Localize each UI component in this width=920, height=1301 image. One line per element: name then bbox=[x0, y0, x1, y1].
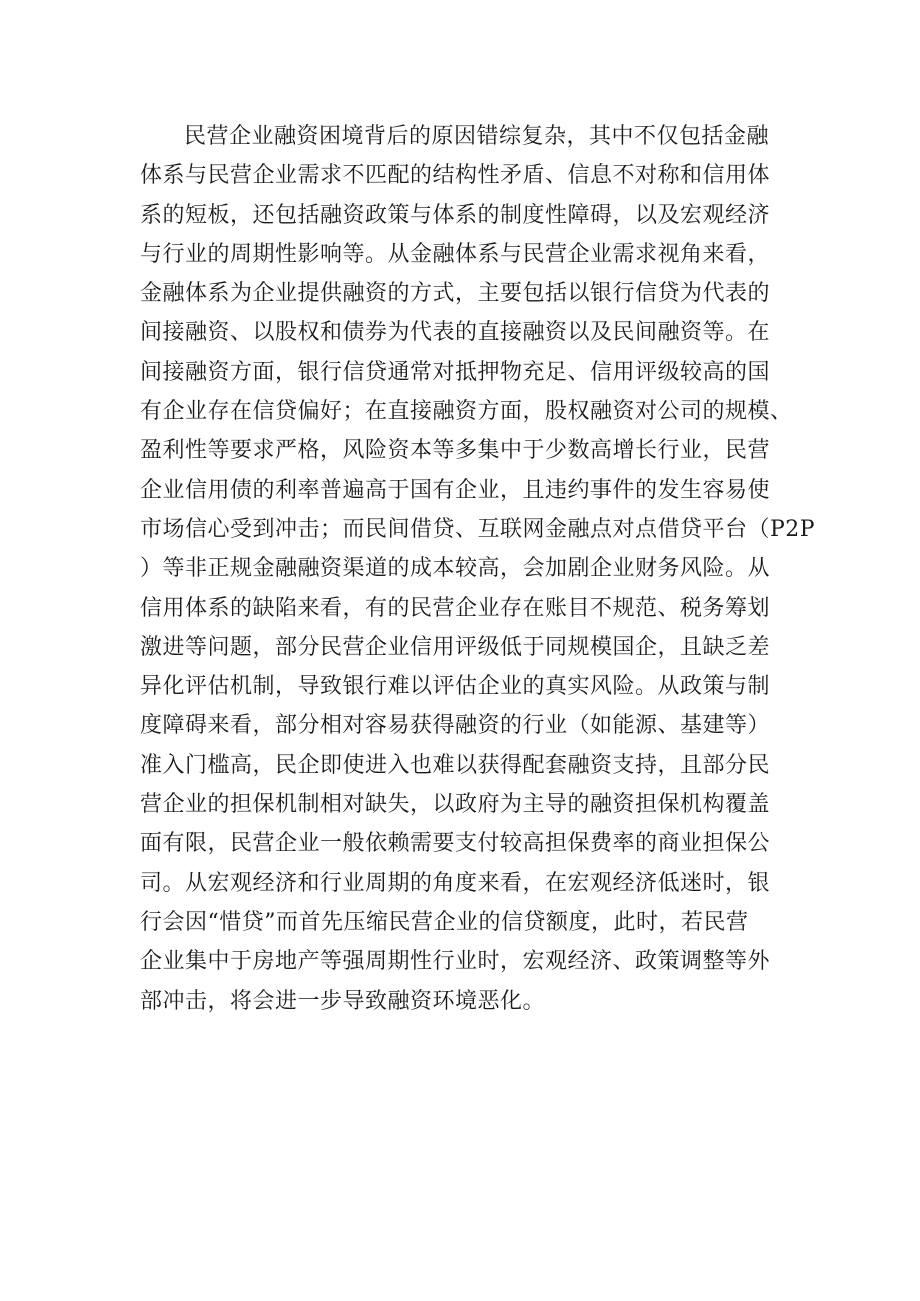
paragraph-line: 部冲击，将会进一步导致融资环境恶化。 bbox=[140, 988, 546, 1014]
paragraph-line: 与行业的周期性影响等。从金融体系与民营企业需求视角来看， bbox=[140, 241, 771, 267]
paragraph-line: 体系与民营企业需求不匹配的结构性矛盾、信息不对称和信用体 bbox=[140, 163, 771, 189]
paragraph-line: 间接融资方面，银行信贷通常对抵押物充足、信用评级较高的国 bbox=[140, 359, 771, 385]
paragraph-line: 准入门槛高，民企即使进入也难以获得配套融资支持，且部分民 bbox=[140, 752, 771, 778]
paragraph-line: 司。从宏观经济和行业周期的角度来看，在宏观经济低迷时，银 bbox=[140, 870, 771, 896]
paragraph-line: 民营企业融资困境背后的原因错综复杂，其中不仅包括金融 bbox=[184, 124, 770, 149]
paragraph-line: 异化评估机制，导致银行难以评估企业的真实风险。从政策与制 bbox=[140, 674, 771, 700]
paragraph-line: 营企业的担保机制相对缺失，以政府为主导的融资担保机构覆盖 bbox=[140, 792, 771, 818]
paragraph-line: 有企业存在信贷偏好；在直接融资方面，股权融资对公司的规模、 bbox=[140, 399, 793, 425]
paragraph-line: 盈利性等要求严格，风险资本等多集中于少数高增长行业，民营 bbox=[140, 438, 771, 464]
paragraph-line: 企业信用债的利率普遍高于国有企业，且违约事件的发生容易使 bbox=[140, 477, 771, 503]
paragraph-line: 面有限，民营企业一般依赖需要支付较高担保费率的商业担保公 bbox=[140, 831, 771, 857]
paragraph-line: 系的短板，还包括融资政策与体系的制度性障碍，以及宏观经济 bbox=[140, 202, 771, 228]
paragraph-line: 企业集中于房地产等强周期性行业时，宏观经济、政策调整等外 bbox=[140, 949, 771, 975]
paragraph-line: 信用体系的缺陷来看，有的民营企业存在账目不规范、税务筹划 bbox=[140, 595, 771, 621]
paragraph-line: 激进等问题，部分民营企业信用评级低于同规模国企，且缺乏差 bbox=[140, 634, 771, 660]
paragraph-line: ）等非正规金融融资渠道的成本较高，会加剧企业财务风险。从 bbox=[140, 556, 771, 582]
body-paragraph bbox=[140, 117, 816, 1021]
paragraph-line: 间接融资、以股权和债券为代表的直接融资以及民间融资等。在 bbox=[140, 320, 771, 346]
paragraph-line: 行会因“惜贷”而首先压缩民营企业的信贷额度，此时，若民营 bbox=[140, 909, 749, 935]
paragraph-line: 市场信心受到冲击；而民间借贷、互联网金融点对点借贷平台（P2P bbox=[140, 516, 816, 542]
paragraph-line: 度障碍来看，部分相对容易获得融资的行业（如能源、基建等） bbox=[140, 713, 771, 739]
paragraph-line: 金融体系为企业提供融资的方式，主要包括以银行信贷为代表的 bbox=[140, 281, 771, 307]
